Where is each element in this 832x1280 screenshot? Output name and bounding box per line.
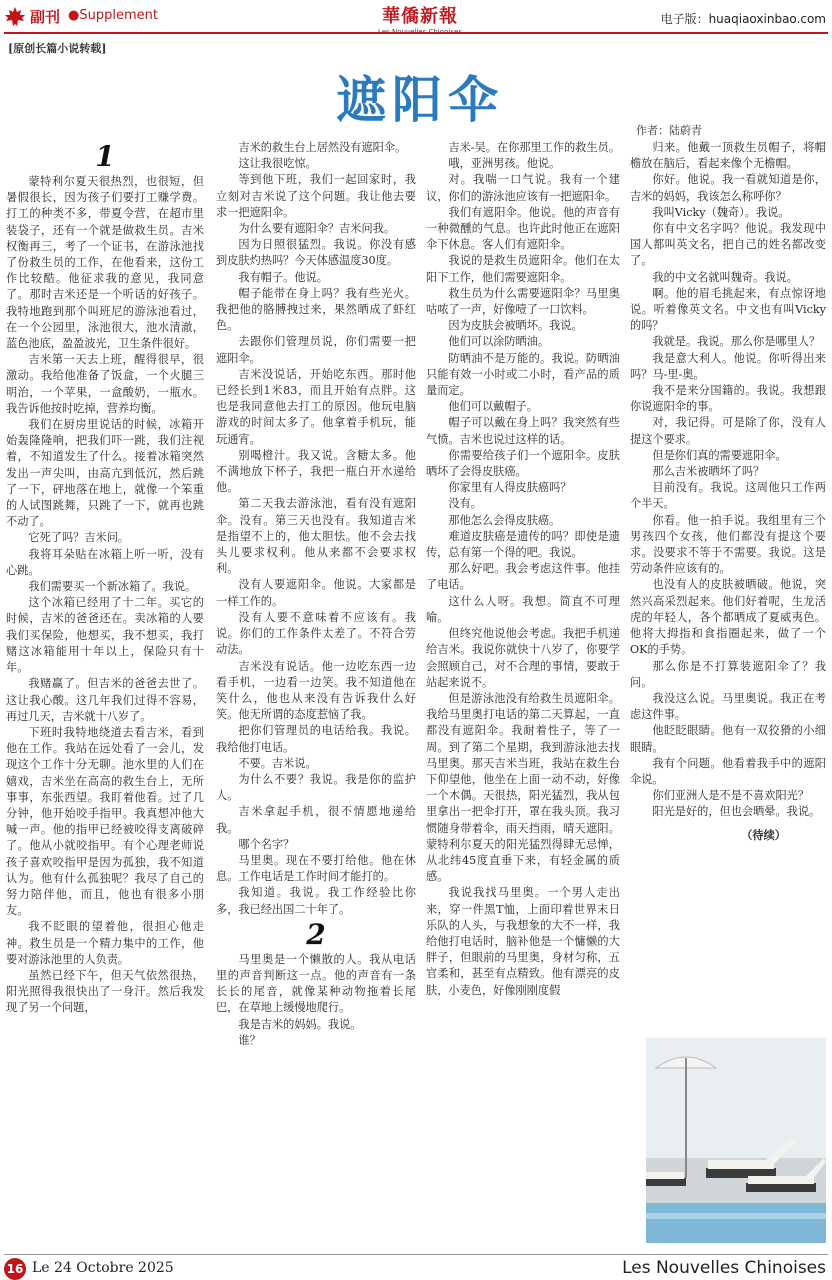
paragraph: 我不眨眼的望着他，很担心他走神。救生员是一个精力集中的工作，他要对游泳池里的人负责。: [6, 920, 204, 966]
author-byline: 作者：陆蔚青: [636, 124, 702, 137]
newspaper-brand[interactable]: [370, 2, 470, 36]
to-be-continued: （待续）: [741, 827, 786, 842]
paragraph: 别喝橙汁。我又说。含糖太多。他不满地放下杯子，我把一瓶白开水递给他。: [216, 448, 416, 495]
paragraph: 第二天我去游泳池，看有没有遮阳伞。没有。第三天也没有。我知道吉米是指望不上的，他太胆怯。他不会去找头儿要求权利。他从来都不会要求权利。: [216, 497, 416, 576]
paragraph: 我就是。我说。那么你是哪里人？: [652, 335, 821, 349]
section-label: 副刊: [30, 8, 61, 26]
edition-link[interactable]: 电子版：huaqiaoxinbao.com: [660, 12, 826, 26]
paragraph: 谁？: [238, 1033, 261, 1047]
paragraph: 吉米没说话，开始吃东西。那时他已经长到1米83，而且开始有点胖。这也是我同意他去打工的原因。他玩电脑游戏的时间太多了。他拿着手机玩，能玩通宵。: [216, 367, 416, 446]
paragraph: 啊。他的眉毛挑起来，有点惊讶地说。听着像英文名。中文也有叫Vicky的吗？: [630, 286, 826, 333]
paragraph: 吉米-吴。在你那里工作的救生员。: [448, 141, 620, 154]
paragraph: 虽然已经下午，但天气依然很热，阳光照得我很快出了一身汗。然后我发现了另一个问题，: [6, 968, 204, 1015]
paragraph: 但终究他说他会考虑。我把手机递给吉米。我说你就快十八岁了，你要学会照顾自己，对不合理的事情，要敢于站起来说不。: [426, 627, 620, 689]
header-divider: [4, 32, 828, 34]
paragraph: 没有人要遮阳伞。他说。大家都是一样工作的。: [216, 578, 416, 608]
paragraph: 吉米第一天去上班，醒得很早，很激动。我给他准备了饭盒，一个火腿三明治，一个苹果，一盒酸奶，一瓶水。我告诉他按时吃掉，营养均衡。: [6, 353, 204, 415]
paragraph: 我有个问题。他看着我手中的遮阳伞说。: [630, 756, 826, 786]
paragraph: 阳光是好的，但也会晒晕。我说。: [652, 805, 821, 819]
paragraph: 难道皮肤癌是遗传的吗？即使是遗传，总有第一个得的吧。我说。: [426, 529, 620, 560]
paragraph: 你们亚洲人是不是不喜欢阳光？: [652, 789, 810, 803]
paragraph: 你需要给孩子们一个遮阳伞。皮肤晒坏了会得皮肤癌。: [426, 448, 620, 479]
footer-divider: [4, 1254, 828, 1255]
paragraph: 为什么要有遮阳伞？吉米问我。: [238, 222, 396, 236]
paragraph: 对，我记得。可是除了你，没有人提这个要求。: [630, 416, 826, 446]
paragraph: 那么吉米被晒坏了吗？: [652, 465, 765, 479]
paragraph: 马里奥是一个懒散的人。我从电话里的声音判断这一点。他的声音有一条长长的尾音，就像某种动物拖着长尾巴，在草地上缓慢地爬行。: [216, 952, 416, 1015]
story-title: 遮阳伞: [336, 71, 504, 129]
paragraph: 没有。: [448, 497, 482, 511]
paragraph: 我的中文名就叫魏奇。我说。: [652, 270, 798, 284]
text-column-1: [6, 140, 204, 1255]
paragraph: 但是游泳池没有给救生员遮阳伞。我给马里奥打电话的第二天算起，一直都没有遮阳伞。我耐着性子，等了一周。到了第二个星期，我到游泳池去找马里奥。那天吉米当班，我站在救生台下仰望他，他坐在上面一动不动，好像一个木偶。天很热，阳光猛烈，我从包里拿出一把伞打开，罩在我头顶。我习惯随身带着伞，雨天挡雨，晴天遮阳。蒙特利尔夏天的阳光猛烈得肆无忌惮，从北纬45度直垂下来，有轻金属的质感。: [426, 691, 620, 884]
paragraph: 帽子能带在身上吗？我有些光火。我把他的胳膊拽过来，果然晒成了虾红色。: [216, 286, 416, 333]
paragraph: 防晒油不是万能的。我说。防晒油只能有效一小时或二小时，看产品的质量而定。: [426, 351, 620, 398]
chapter-number: 1: [95, 140, 115, 173]
paragraph: 那么你是不打算装遮阳伞了？我问。: [630, 659, 826, 689]
page-number-badge: 16: [4, 1258, 26, 1280]
column-tag: [原创长篇小说转载]: [8, 42, 107, 55]
paragraph: 我们在厨房里说话的时候，冰箱开始轰隆隆响，把我们吓一跳，我们注视着，不知道发生了什么。接着冰箱突然发出一声尖叫，由高亢到低沉，然后跳了一下，砰地落在地上，就像一个笨重的人试图跳舞，只跳了一下，就再也跳不动了。: [6, 418, 204, 529]
brand-french: Les Nouvelles Chinoises: [378, 28, 462, 36]
paragraph: 我说的是救生员遮阳伞。他们在太阳下工作，他们需要遮阳伞。: [426, 254, 620, 284]
paragraph: 对。我喘一口气说。我有一个建议，你们的游泳池应该有一把遮阳伞。: [426, 173, 620, 203]
paragraph: 我知道。我说。我工作经验比你多，我已经出国二十年了。: [216, 886, 416, 916]
paragraph: 救生员为什么需要遮阳伞？马里奥咕哝了一声，好像噎了一口饮料。: [426, 286, 620, 317]
paragraph: 这什么人呀。我想。简直不可理喻。: [426, 594, 620, 624]
paragraph: 等到他下班，我们一起回家时，我立刻对吉米说了这个问题。我让他去要求一把遮阳伞。: [216, 173, 416, 219]
paragraph: 这个冰箱已经用了十二年。买它的时候，吉米的爸爸还在。卖冰箱的人要我们买保险，他想买，我不想买，我打赌这冰箱能用十年以上，保险只有十年。: [6, 596, 204, 675]
maple-leaf-logo: [4, 6, 26, 28]
paragraph: 那他怎么会得皮肤癌。: [448, 513, 561, 527]
text-column-3: [426, 140, 620, 1255]
issue-date: Le 24 Octobre 2025: [32, 1260, 174, 1276]
paragraph: 他们可以涂防晒油。: [448, 335, 550, 349]
paragraph: 我们有遮阳伞。他说。他的声音有一种微醺的气息。也许此时他正在遮阳伞下休息。客人们有遮阳伞。: [426, 205, 620, 252]
paragraph: 马里奥。现在不要打给他。他在休息。工作电话是工作时间才能打的。: [216, 853, 416, 884]
paragraph: 哪个名字？: [238, 837, 295, 851]
paragraph: 把你们管理员的电话给我。我说。我给他打电话。: [216, 724, 416, 754]
paragraph: 我有帽子。他说。: [238, 270, 328, 284]
paragraph: 他眨眨眼睛。他有一双狡猾的小细眼睛。: [630, 724, 826, 754]
paragraph: 吉米的救生台上居然没有遮阳伞。: [238, 141, 407, 154]
paragraph: 因为皮肤会被晒坏。我说。: [448, 319, 583, 333]
paragraph: 但是你们真的需要遮阳伞。: [652, 448, 787, 462]
paragraph: 我不是来分国籍的。我说。我想跟你说遮阳伞的事。: [630, 384, 826, 414]
paragraph: 为什么不要？我说。我是你的监护人。: [216, 772, 416, 803]
paragraph: 它死了吗？吉米问。: [28, 531, 130, 545]
paragraph: 归来。他戴一顶救生员帽子，将帽檐放在脑后，看起来像个无檐帽。: [630, 141, 826, 171]
paragraph: 我是吉米的妈妈。我说。: [238, 1017, 362, 1031]
paragraph: 我赌赢了。但吉米的爸爸去世了。这让我心酸。这几年我们过得不容易，再过几天，吉米就十八岁了。: [6, 677, 204, 723]
poolside-umbrella-photo: [646, 1038, 826, 1243]
paragraph: 我没这么说。马里奥说。我正在考虑这件事。: [630, 691, 826, 722]
paragraph: 帽子可以戴在身上吗？我突然有些气愤。吉米也说过这样的话。: [426, 416, 620, 446]
paragraph: 蒙特利尔夏天很热烈，也很短，但暑假很长，因为孩子们要打工赚学费。打工的种类不多，带夏令营，在超市里装袋子，还有一个就是做救生员。吉米权衡再三，考了一个证书，在游泳池找了份救生员的工作，在他看来，这份工作比较酷。他征求我的意见，我同意了。那时吉米还是一个听话的好孩子。我特地跑到那个叫班尼的游泳池看过，在一个公园里，泳池很大，池水清澈，蓝色池底，盈盈波光，卫生条件很好。: [6, 175, 204, 351]
chapter-number: 2: [306, 917, 326, 951]
paragraph: 我说我找马里奥。一个男人走出来，穿一件黑T恤，上面印着世界末日乐队的人头，与我想象的大不一样，我给他打电话时，脑补他是一个慵懒的大胖子，但眼前的马里奥，身材匀称，五官柔和，甚至有点精致。他有漂亮的皮肤，小麦色，好像刚刚度假: [426, 886, 620, 997]
paragraph: 因为日照很猛烈。我说。你没有感到皮肤灼热吗？今天体感温度30度。: [216, 238, 416, 268]
supplement-label: ●Supplement: [68, 8, 158, 23]
brand-chinese: 華僑新報: [382, 6, 458, 27]
paragraph: 目前没有。我说。这周他只工作两个半天。: [630, 481, 826, 511]
paragraph: 哦，亚洲男孩。他说。: [448, 157, 561, 171]
paragraph: 你家里有人得皮肤癌吗？: [448, 481, 572, 495]
paragraph: 下班时我特地绕道去看吉米，看到他在工作。我站在远处看了一会儿，发现这个工作十分无聊。池水里的人们在嬉戏，吉米坐在高高的救生台上，无所事事，东张西望。我盯着他看。过了几分钟，他开始咬手指甲。我真想冲他大喊一声。他的指甲已经被咬得支离破碎了。他从小就咬指甲。有个心理老师说孩子喜欢咬指甲是因为孤独，我不知道认为。他有什么孤独呢？我尽了自己的努力陪伴他，而且，他也有很多小朋友。: [6, 725, 204, 918]
paragraph: 我们需要买一个新冰箱了。我说。: [28, 580, 197, 594]
paragraph: 这让我很吃惊。: [238, 157, 317, 171]
footer-brand: Les Nouvelles Chinoises: [622, 1258, 826, 1278]
paragraph: 我将耳朵贴在冰箱上听一听，没有心跳。: [6, 547, 204, 577]
paragraph: 吉米拿起手机，很不情愿地递给我。: [216, 805, 416, 835]
paragraph: 你好。他说。我一看就知道是你，吉米的妈妈，我该怎么称呼你？: [630, 173, 826, 203]
paragraph: 我叫Vicky（魏奇）。我说。: [652, 205, 790, 219]
paragraph: 你有中文名字吗？他说。我发现中国人都叫英文名，把自己的姓名都改变了。: [630, 222, 826, 268]
text-column-2: [216, 140, 416, 1255]
paragraph: 吉米没有说话。他一边吃东西一边看手机，一边看一边笑。我不知道他在笑什么，他也从来没有告诉我什么好笑。他无所谓的态度惹恼了我。: [216, 659, 416, 722]
paragraph: 那么好吧。我会考虑这件事。他挂了电话。: [426, 562, 620, 592]
paragraph: 不要。吉米说。: [238, 756, 317, 770]
paragraph: 去跟你们管理员说，你们需要一把遮阳伞。: [216, 335, 416, 365]
paragraph: 你看。他一拍手说。我组里有三个男孩四个女孩，他们都没有提这个要求。没要求不等于不需要。我说。这是劳动条件应该有的。: [630, 513, 826, 576]
paragraph: 他们可以戴帽子。: [448, 400, 538, 414]
paragraph: 也没有人的皮肤被晒破。他说，突然兴高采烈起来。他们好着呢，生龙活虎的年轻人，各个都晒成了夏威夷色。他将大拇指和食指圈起来，做了一个OK的手势。: [630, 578, 826, 657]
paragraph: 没有人要不意味着不应该有。我说。你们的工作条件太差了。不符合劳动法。: [216, 610, 416, 657]
paragraph: 我是意大利人。他说。你听得出来吗？马-里-奥。: [630, 351, 826, 381]
